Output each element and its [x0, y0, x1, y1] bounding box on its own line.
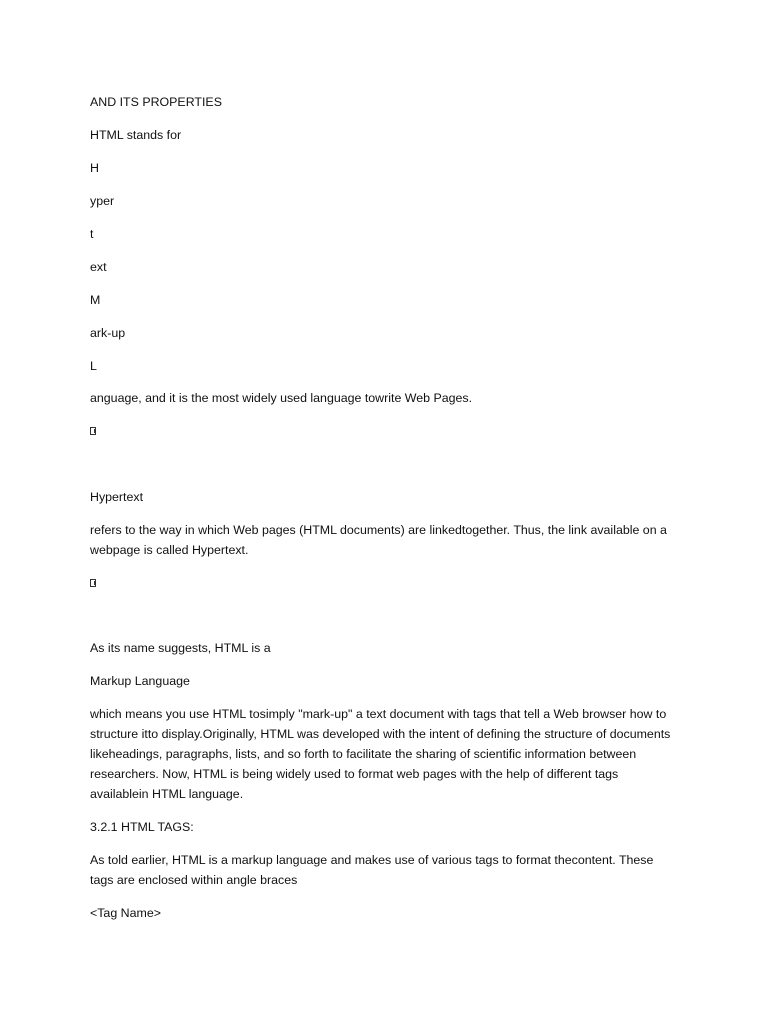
- missing-glyph-icon: [90, 427, 96, 435]
- markup-title: Markup Language: [90, 674, 190, 688]
- acronym-letter-m: M: [90, 293, 101, 307]
- missing-glyph-icon: [90, 579, 96, 587]
- acronym-rest-m: ark-up: [90, 326, 126, 340]
- stands-for-line: HTML stands for: [90, 128, 182, 142]
- hypertext-title: Hypertext: [90, 490, 144, 504]
- tags-body: As told earlier, HTML is a markup language and makes use of various tags to format thecontent. These tags are enclosed within angle braces: [90, 853, 654, 887]
- acronym-letter-h: H: [90, 161, 99, 175]
- acronym-rest-t: ext: [90, 260, 107, 274]
- markup-body: which means you use HTML tosimply "mark-up" a text document with tags that tell a Web browser how to structure itto display.Originally, HTML was developed with the intent of defining the structure of documents likeheadings, paragraphs, lists, and so forth to facilitate the sharing of scientific information between researchers. Now, HTML is being widely used to format web pages with the help of different tags availablein HTML language.: [90, 707, 671, 801]
- markup-intro: As its name suggests, HTML is a: [90, 641, 271, 655]
- acronym-rest-h: yper: [90, 194, 115, 208]
- tag-example: <Tag Name>: [90, 906, 161, 920]
- hypertext-body: refers to the way in which Web pages (HTML documents) are linkedtogether. Thus, the link available on a webpage is called Hypertext.: [90, 523, 667, 557]
- acronym-letter-l: L: [90, 359, 97, 373]
- acronym-rest-l: anguage, and it is the most widely used language towrite Web Pages.: [90, 391, 473, 405]
- heading-line: AND ITS PROPERTIES: [90, 95, 222, 109]
- acronym-letter-t: t: [90, 227, 94, 241]
- section-title: 3.2.1 HTML TAGS:: [90, 820, 194, 834]
